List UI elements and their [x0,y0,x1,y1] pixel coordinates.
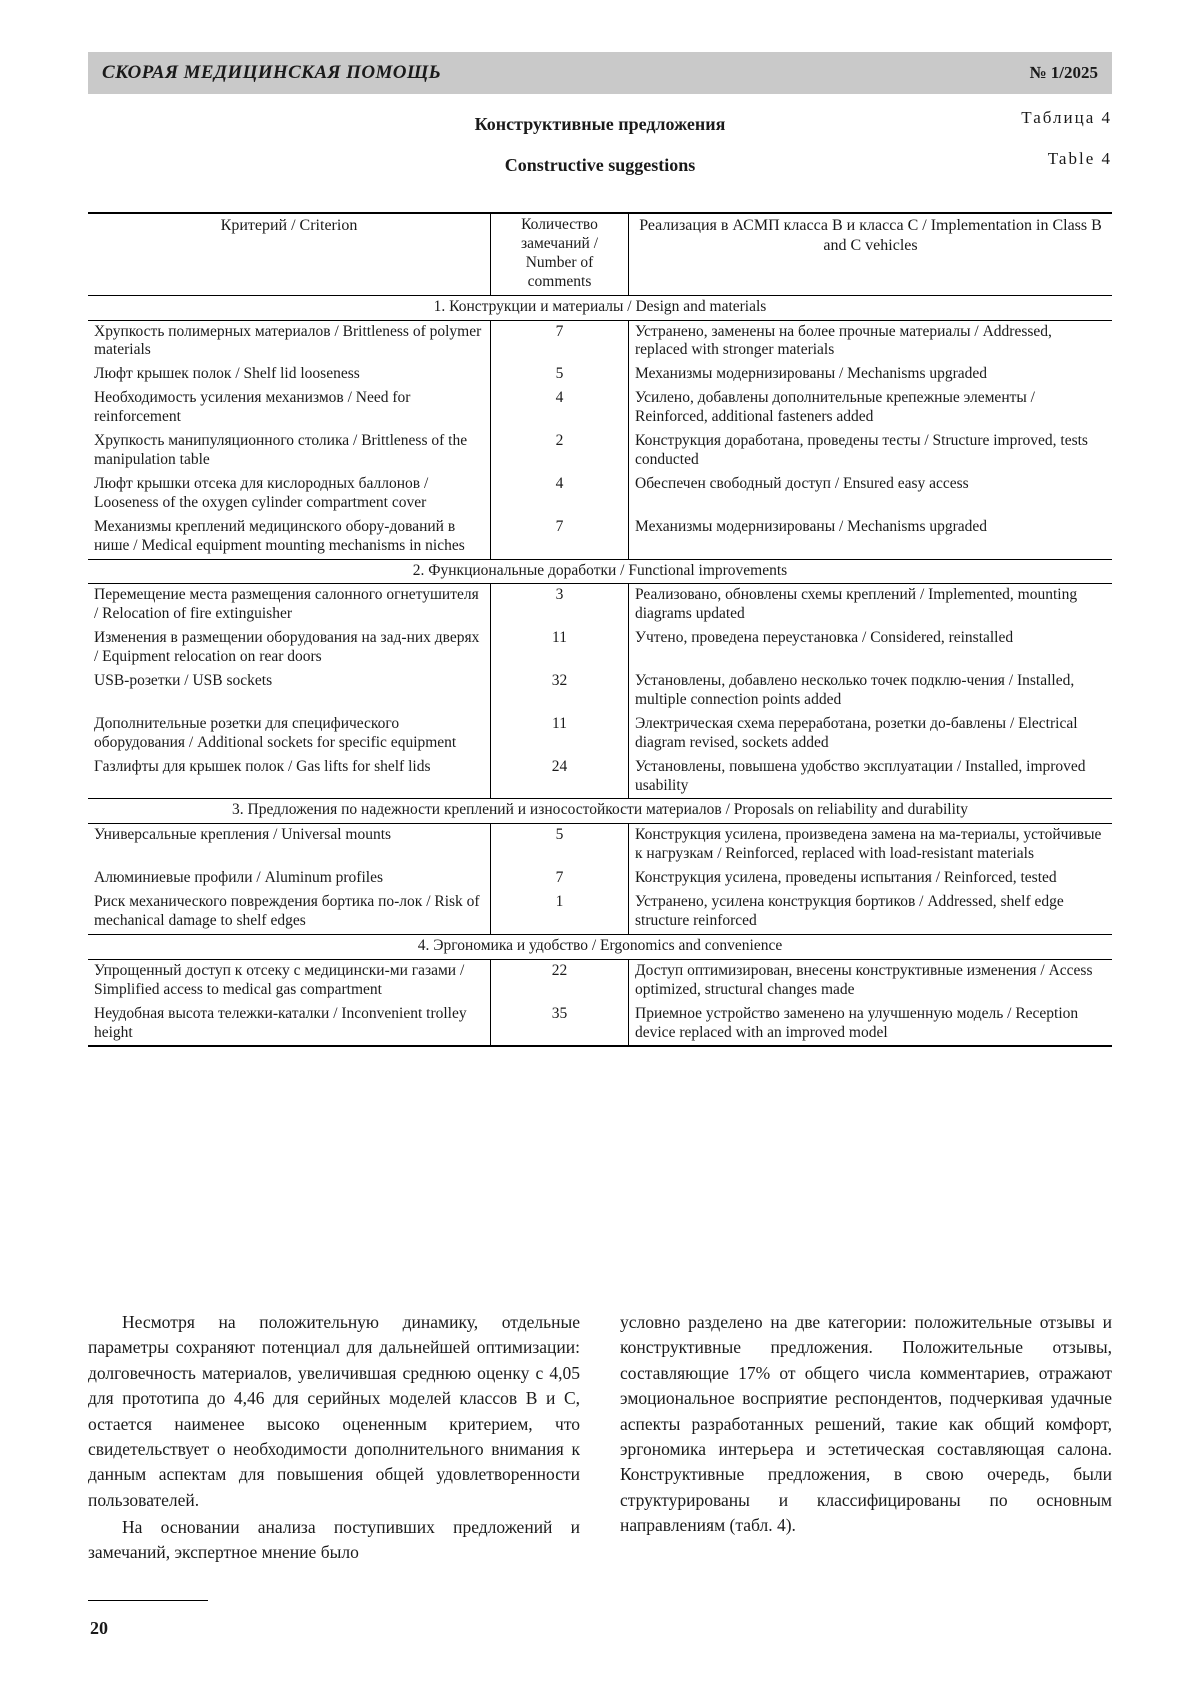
cell-criterion: Механизмы креплений медицинского обору-дований в нише / Medical equipment mounting mechanisms in niches [88,516,491,559]
cell-number-of-comments: 1 [491,891,629,934]
table-row [88,891,1112,934]
footer-rule [88,1600,208,1601]
cell-implementation: Механизмы модернизированы / Mechanisms upgraded [635,517,988,535]
cell-number-of-comments: 7 [491,867,629,891]
table-row [88,627,1112,670]
cell-number-of-comments: 11 [491,713,629,756]
table-4 [88,212,1112,1047]
cell-criterion: Универсальные крепления / Universal mounts [88,824,491,867]
cell-criterion: Дополнительные розетки для специфического оборудования / Additional sockets for specific equipment [88,713,491,756]
table-row [88,473,1112,516]
cell-criterion: Неудобная высота тележки-каталки / Inconvenient trolley height [88,1003,491,1047]
table-number-en: Table 4 [1047,149,1112,168]
cell-implementation: Устранено, заменены на более прочные материалы / Addressed, replaced with stronger materials [635,322,1052,359]
cell-criterion: Риск механического повреждения бортика по-лок / Risk of mechanical damage to shelf edges [88,891,491,934]
cell-criterion: Перемещение места размещения салонного огнетушителя / Relocation of fire extinguisher [88,584,491,627]
cell-number-of-comments: 7 [491,320,629,363]
table-number-ru: Таблица 4 [1021,108,1112,127]
cell-implementation: Усилено, добавлены дополнительные крепежные элементы / Reinforced, additional fasteners added [635,389,1035,426]
body-paragraph: Несмотря на положительную динамику, отдельные параметры сохраняют потенциал для дальнейшей оптимизации: долговечность материалов, увеличившая среднюю оценку с 4,05 для прототипа до 4,46 для серийных моделей классов B и C, остается наименее высоко оцененным критерием, что свидетельствует о необходимости дополнительного внимания к данным аспектам для повышения общей удовлетворенности пользователей. [88,1312,580,1510]
cell-implementation: Установлены, добавлено несколько точек подклю-чения / Installed, multiple connection points added [635,672,1075,708]
table-row [88,1003,1112,1047]
cell-criterion: Газлифты для крышек полок / Gas lifts for shelf lids [88,756,491,799]
cell-implementation: Конструкция доработана, проведены тесты / Structure improved, tests conducted [635,432,1088,468]
cell-implementation: Конструкция усилена, проведены испытания / Reinforced, tested [635,869,1057,887]
cell-criterion: Изменения в размещении оборудования на зад-них дверях / Equipment relocation on rear doors [88,627,491,670]
table-section-row [88,295,1112,320]
table-row [88,959,1112,1002]
running-head [88,52,1112,94]
table-section-title: 2. Функциональные доработки / Functional improvements [88,559,1112,584]
body-paragraph: условно разделено на две категории: положительные отзывы и конструктивные предложения. Положительные отзывы, составляющие 17% от общего числа комментариев, отражают эмоциональное восприятие респондентов, подчеркивая удачные аспекты разработанных решений, такие как общий комфорт, эргономика интерьера и эстетическая составляющая салона. Конструктивные предложения, в свою очередь, были структурированы и классифицированы по основным направлениям (табл. 4). [620,1312,1112,1535]
cell-number-of-comments: 5 [491,363,629,387]
cell-implementation: Доступ оптимизирован, внесены конструктивные изменения / Access optimized, structural changes made [635,961,1093,998]
table-row [88,363,1112,387]
header-criterion: Критерий / Criterion [88,213,491,295]
table-row [88,713,1112,756]
cell-number-of-comments: 35 [491,1003,629,1047]
cell-criterion: Необходимость усиления механизмов / Need for reinforcement [88,387,491,430]
cell-implementation: Электрическая схема переработана, розетки до-бавлены / Electrical diagram revised, sockets added [635,714,1078,751]
cell-criterion: Алюминиевые профили / Aluminum profiles [88,867,491,891]
cell-criterion: Хрупкость манипуляционного столика / Brittleness of the manipulation table [88,430,491,473]
cell-criterion: Хрупкость полимерных материалов / Brittleness of polymer materials [88,320,491,363]
cell-number-of-comments: 3 [491,584,629,627]
table-row [88,320,1112,363]
table-title-ru: Конструктивные предложения [474,114,726,134]
cell-number-of-comments: 32 [491,670,629,713]
cell-criterion: Упрощенный доступ к отсеку с медицински-ми газами / Simplified access to medical gas compartment [88,959,491,1002]
table-captions [88,108,1112,176]
table-section-title: 3. Предложения по надежности креплений и износостойкости материалов / Proposals on reliability and durability [88,799,1112,824]
cell-criterion: Люфт крышки отсека для кислородных баллонов / Looseness of the oxygen cylinder compartment cover [88,473,491,516]
page-number: 20 [90,1618,108,1638]
cell-implementation: Приемное устройство заменено на улучшенную модель / Reception device replaced with an improved model [629,1003,1113,1047]
table-row [88,867,1112,891]
body-column-right [620,1310,1112,1566]
cell-implementation: Реализовано, обновлены схемы креплений / Implemented, mounting diagrams updated [635,586,1078,623]
cell-implementation: Механизмы модернизированы / Mechanisms upgraded [635,365,988,383]
cell-implementation: Конструкция усилена, произведена замена на ма-териалы, устойчивые к нагрузкам / Reinforced, replaced with load-resistant materials [635,826,1102,863]
header-number-of-comments: Количество замечаний / Number of comments [491,213,629,295]
article-body [88,1310,1112,1566]
table-row [88,387,1112,430]
table-title-en: Constructive suggestions [504,155,696,175]
cell-implementation: Устранено, усилена конструкция бортиков / Addressed, shelf edge structure reinforced [635,893,1064,929]
cell-implementation: Установлены, повышена удобство эксплуатации / Installed, improved usability [635,757,1086,794]
body-column-left [88,1310,580,1566]
table-body [88,295,1112,1046]
table-section-title: 1. Конструкции и материалы / Design and materials [88,295,1112,320]
cell-number-of-comments: 24 [491,756,629,799]
cell-implementation: Обеспечен свободный доступ / Ensured easy access [635,474,969,492]
cell-number-of-comments: 22 [491,959,629,1002]
table-section-row [88,934,1112,959]
table-row [88,756,1112,799]
cell-number-of-comments: 2 [491,430,629,473]
cell-criterion: USB-розетки / USB sockets [88,670,491,713]
cell-implementation: Учтено, проведена переустановка / Considered, reinstalled [635,629,1014,647]
cell-number-of-comments: 4 [491,387,629,430]
cell-number-of-comments: 4 [491,473,629,516]
table-section-row [88,799,1112,824]
table-row [88,584,1112,627]
cell-number-of-comments: 5 [491,824,629,867]
table-row [88,516,1112,559]
constructive-suggestions-table [88,212,1112,1047]
issue-number: № 1/2025 [1029,63,1098,82]
table-row [88,824,1112,867]
header-implementation: Реализация в АСМП класса B и класса C / Implementation in Class B and C vehicles [639,217,1102,254]
table-head [88,213,1112,295]
table-header-row [88,213,1112,295]
table-section-row [88,559,1112,584]
cell-number-of-comments: 7 [491,516,629,559]
table-row [88,430,1112,473]
body-paragraph: На основании анализа поступивших предложений и замечаний, экспертное мнение было [88,1517,580,1563]
table-section-title: 4. Эргономика и удобство / Ergonomics and convenience [88,934,1112,959]
journal-title: СКОРАЯ МЕДИЦИНСКАЯ ПОМОЩЬ [102,62,442,83]
cell-number-of-comments: 11 [491,627,629,670]
table-row [88,670,1112,713]
cell-criterion: Люфт крышек полок / Shelf lid looseness [88,363,491,387]
